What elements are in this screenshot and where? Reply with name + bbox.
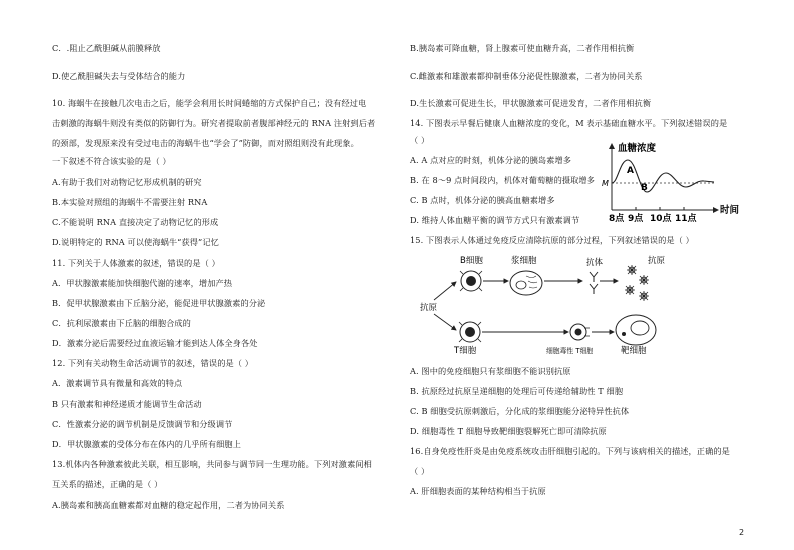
arrow-antigen-to-t [434, 314, 456, 330]
text-line: A．甲状腺激素能加快细胞代谢的速率，增加产热 [52, 278, 233, 288]
text-line: 13.机体内各种激素彼此关联，相互影响，共同参与调节同一生理功能。下列对激素间相 [52, 459, 372, 469]
text-line: 14. 下图表示早餐后健康人血糖浓度的变化，M 表示基础血糖水平。下列叙述错误的是 [410, 118, 728, 128]
text-line: C.不能说明 RNA 直接决定了动物记忆的形成 [52, 217, 219, 227]
text-line: 的颈部，发现原来没有受过电击的海蜗牛也“学会了”防御，而对照组则没有此现象。 [52, 138, 359, 148]
text-line: 15. 下图表示人体通过免疫反应清除抗原的部分过程，下列叙述错误的是（ ） [410, 235, 694, 245]
text-line: 11. 下列关于人体激素的叙述，错误的是（ ） [52, 258, 220, 268]
point-b-label: B [641, 183, 648, 193]
antigen-left-label: 抗原 [420, 303, 438, 313]
text-line: C. B 点时，机体分泌的胰高血糖素增多 [410, 195, 555, 205]
target-cell-icon [616, 315, 656, 345]
text-line: C．.阻止乙酰胆碱从前膜释放 [52, 43, 161, 53]
plasma-cell-icon [510, 271, 542, 295]
text-line: D.生长激素可促进生长，甲状腺激素可促进发育，二者作用相抗衡 [410, 98, 652, 108]
b-cell-icon [460, 271, 482, 291]
t-cell-label: T细胞 [454, 346, 477, 356]
t-cell-icon [459, 322, 481, 342]
text-line: B.胰岛素可降血糖，肾上腺素可使血糖升高，二者作用相抗衡 [410, 43, 635, 53]
text-line: B．促甲状腺激素由下丘脑分泌，能促进甲状腺激素的分泌 [52, 298, 266, 308]
antibody-icon [590, 272, 598, 294]
text-line: D.使乙酰胆碱失去与受体结合的能力 [52, 71, 186, 81]
text-line: D．激素分泌后需要经过血液运输才能到达人体全身各处 [52, 338, 258, 348]
plasma-cell-label: 浆细胞 [511, 256, 537, 266]
text-line: A. 肝细胞表面的某种结构相当于抗原 [410, 486, 546, 496]
y-axis-label: 血糖浓度 [618, 143, 657, 154]
text-line: A. A 点对应的时刻，机体分泌的胰岛素增多 [410, 155, 572, 165]
antigen-cluster-icon [625, 265, 649, 301]
text-line: D．甲状腺激素的受体分布在体内的几乎所有细胞上 [52, 439, 241, 449]
page-number: 2 [739, 528, 745, 537]
text-line: 互关系的描述，正确的是（ ） [52, 479, 163, 489]
text-line: A. 图中的免疫细胞只有浆细胞不能识别抗原 [410, 366, 571, 376]
text-line: C.雌激素和雄激素都抑制垂体分泌促性腺激素，二者为协同关系 [410, 71, 643, 81]
cytotoxic-t-cell-label: 细胞毒性 T细胞 [546, 347, 594, 355]
text-line: A.胰岛素和胰高血糖素都对血糖的稳定起作用，二者为协同关系 [52, 500, 285, 510]
target-cell-label: 靶细胞 [621, 346, 647, 356]
arrow-antigen-to-b [434, 282, 456, 300]
text-line: A.有助于我们对动物记忆形成机制的研究 [52, 177, 202, 187]
text-line: B 只有激素和神经递质才能调节生命活动 [52, 399, 202, 409]
text-line: D. 维持人体血糖平衡的调节方式只有激素调节 [410, 215, 580, 225]
text-line: 16.自身免疫性肝炎是由免疫系统攻击肝细胞引起的。下列与该病相关的描述，正确的是 [410, 446, 730, 456]
tick-label-10: 10点 [650, 214, 672, 224]
cytotoxic-t-cell-icon [570, 324, 590, 340]
text-line: C. B 细胞受抗原刺激后，分化成的浆细胞能分泌特异性抗体 [410, 406, 630, 416]
point-a-label: A [627, 166, 634, 176]
text-line: 一下叙述不符合该实验的是（ ） [52, 156, 171, 166]
tick-label-11: 11点 [675, 214, 697, 224]
antibody-label: 抗体 [586, 258, 604, 268]
text-line: A．激素调节具有微量和高效的特点 [52, 378, 183, 388]
text-line: 12. 下列有关动物生命活动调节的叙述，错误的是（ ） [52, 358, 254, 368]
antigen-top-label: 抗原 [648, 256, 666, 266]
text-line: B.本实验对照组的海蜗牛不需要注射 RNA [52, 197, 208, 207]
text-line: 击刺激的海蜗牛则没有类似的防御行为。研究者提取前者腹部神经元的 RNA 注射到后者 [52, 118, 376, 128]
tick-label-8: 8点 [609, 214, 625, 224]
baseline-label: M [602, 179, 609, 188]
b-cell-label: B细胞 [460, 256, 483, 266]
text-line: C．抗利尿激素由下丘脑的细胞合成的 [52, 318, 191, 328]
text-line: D. 细胞毒性 T 细胞导致靶细胞裂解死亡即可清除抗原 [410, 426, 607, 436]
immune-response-diagram [418, 250, 718, 360]
text-line: D.说明特定的 RNA 可以使海蜗牛“获得”记忆 [52, 237, 219, 247]
text-line: B. 在 8～9 点时间段内，机体对葡萄糖的摄取增多 [410, 175, 596, 185]
blood-glucose-chart [600, 140, 750, 225]
text-line: C．性激素分泌的调节机制是反馈调节和分级调节 [52, 419, 233, 429]
glucose-curve [612, 160, 714, 192]
x-axis-label: 时间 [720, 205, 740, 216]
text-line: （ ） [410, 135, 430, 145]
text-line: （ ） [410, 466, 430, 476]
text-line: B. 抗原经过抗原呈递细胞的处理后可传递给辅助性 T 细胞 [410, 386, 624, 396]
tick-label-9: 9点 [628, 214, 644, 224]
text-line: 10. 海蜗牛在接触几次电击之后，能学会利用长时间蜷缩的方式保护自己；没有经过电 [52, 98, 367, 108]
